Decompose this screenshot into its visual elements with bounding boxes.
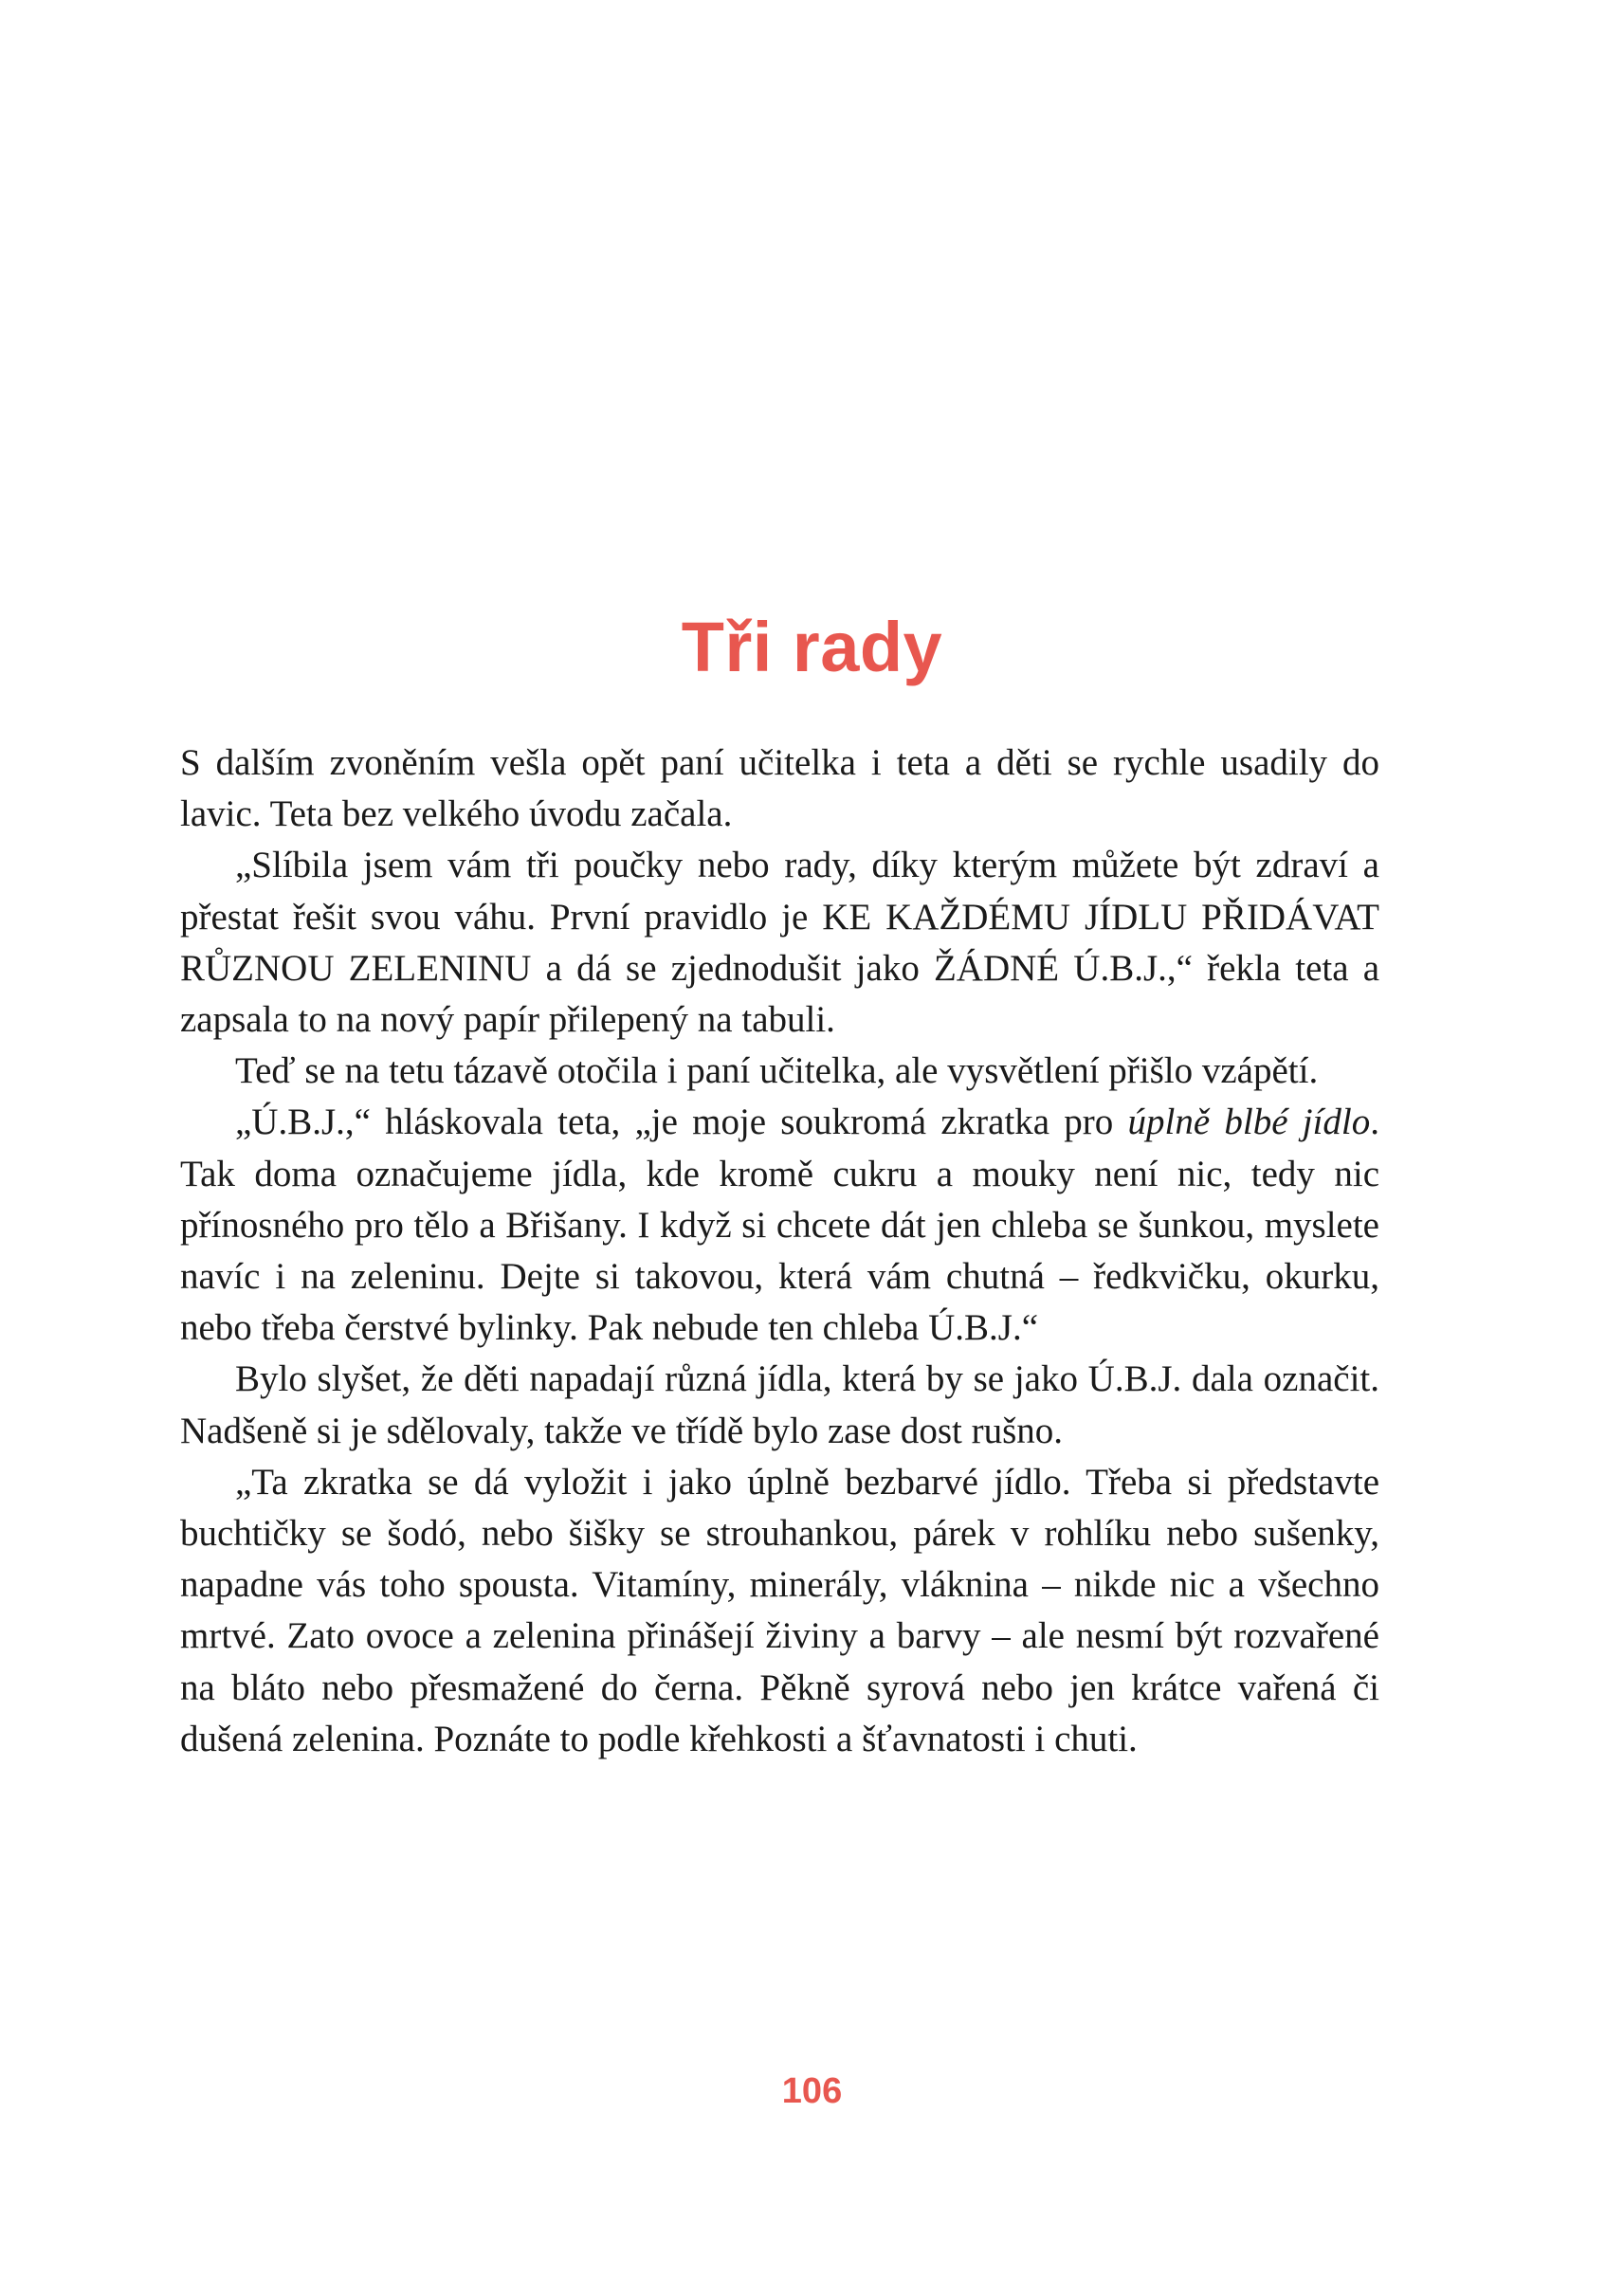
paragraph-2: „Slíbila jsem vám tři poučky nebo rady, díky kterým můžete být zdraví a přestat řešit svou váhu. První pravidlo je KE KAŽDÉMU JÍDLU PŘIDÁVAT RŮZNOU ZELENINU a dá se zjednodušit jako ŽÁDNÉ Ú.B.J.,“ řekla teta a zapsala to na nový papír přilepený na tabuli. [180,845,1379,1041]
page-number: 106 [781,2071,843,2111]
paragraph-6: „Ta zkratka se dá vyložit i jako úplně bezbarvé jídlo. Třeba si představte buchtičky se šodó, nebo šišky se strouhankou, párek v rohlíku nebo sušenky, napadne vás toho spousta. Vitamíny, minerály, vláknina – nikde nic a všechno mrtvé. Zato ovoce a zelenina přinášejí živiny a barvy – ale nesmí být rozvařené na bláto nebo přesmažené do černa. Pěkně syrová nebo jen krátce vařená či dušená zelenina. Poznáte to podle křehkosti a šťavnatosti i chuti. [180,1461,1379,1759]
paragraph-4-end: . Tak doma označujeme jídla, kde kromě cukru a mouky není nic, tedy nic přínosného pro tělo a Břišany. I když si chcete dát jen chleba se šunkou, myslete navíc i na zeleninu. Dejte si takovou, která vám chutná – ředkvičku, okurku, nebo třeba čerstvé bylinky. Pak nebude ten chleba Ú.B.J.“ [180,1102,1379,1349]
paragraph-5: Bylo slyšet, že děti napadají různá jídla, která by se jako Ú.B.J. dala označit. Nadšeně si je sdělovaly, takže ve třídě bylo zase dost rušno. [180,1358,1379,1451]
paragraph-4-start: „Ú.B.J.,“ hláskovala teta, „je moje soukromá zkratka pro [235,1102,1128,1143]
paragraph-1: S dalším zvoněním vešla opět paní učitelka i teta a děti se rychle usadily do lavic. Teta bez velkého úvodu začala. [180,742,1379,835]
paragraph-3: Teď se na tetu tázavě otočila i paní učitelka, ale vysvětlení přišlo vzápětí. [235,1050,1319,1092]
paragraph-4 [180,1097,1379,1354]
chapter-title: Tři rady [681,608,943,686]
body-text [180,738,1379,1765]
paragraph-4-emphasis: úplně blbé jídlo [1127,1102,1371,1143]
